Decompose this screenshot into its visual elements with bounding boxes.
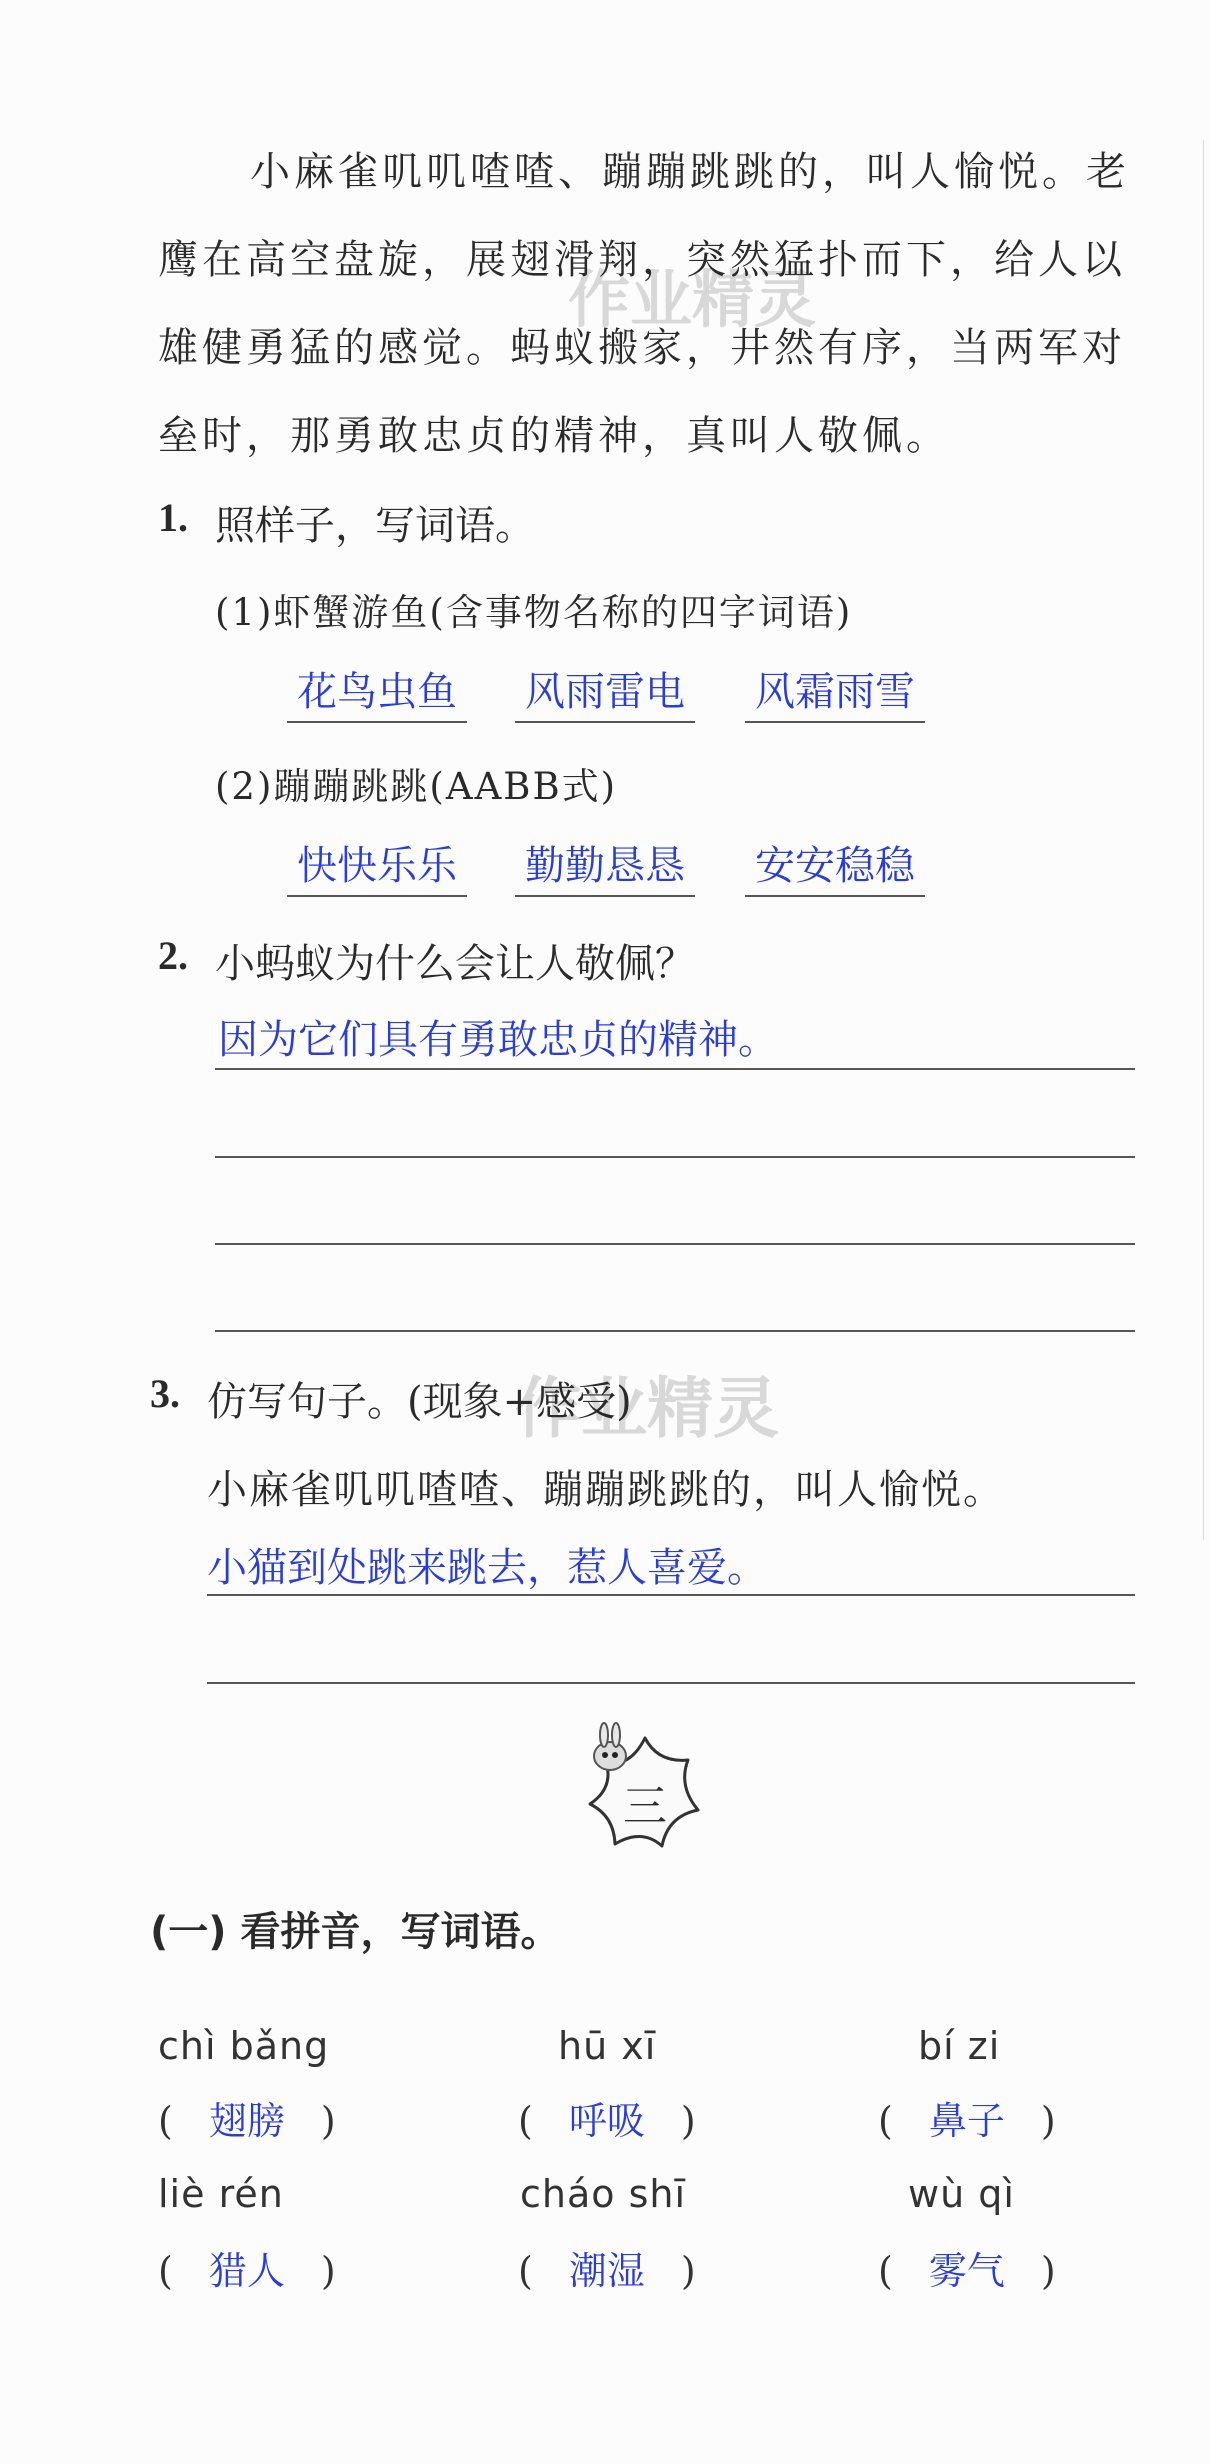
passage-line: 雄健勇猛的感觉。蚂蚁搬家，井然有序，当两军对 — [158, 325, 1126, 371]
question-text: 照样子，写词语。 — [215, 503, 535, 549]
sub-question-label: (1)虾蟹游鱼(含事物名称的四字词语) — [215, 591, 853, 634]
answer-text[interactable]: 猎人 — [208, 2249, 285, 2293]
answer-field[interactable]: 勤勤恳恳 — [515, 834, 695, 897]
answer-text[interactable]: 鼻子 — [928, 2099, 1005, 2143]
answer-text[interactable]: 潮湿 — [568, 2249, 645, 2293]
question-number: 2. — [158, 933, 188, 978]
answer-slot: ( 潮湿 ) — [518, 2249, 696, 2293]
answer-line[interactable] — [215, 1330, 1135, 1332]
answer-field[interactable]: 风霜雨雪 — [745, 660, 925, 723]
answer-slot: ( 呼吸 ) — [518, 2099, 696, 2143]
pinyin-label: liè rén — [158, 2172, 284, 2216]
question-number: 3. — [150, 1371, 180, 1416]
pinyin-label: bí zi — [918, 2024, 1001, 2068]
answer-slot: ( 翅膀 ) — [158, 2099, 336, 2143]
answer-text[interactable]: 因为它们具有勇敢忠贞的精神。 — [218, 1017, 778, 1063]
example-sentence: 小麻雀叽叽喳喳、蹦蹦跳跳的，叫人愉悦。 — [207, 1467, 1005, 1513]
answer-line[interactable] — [207, 1594, 1135, 1596]
page-edge — [1203, 140, 1210, 1540]
answer-text[interactable]: 小猫到处跳来跳去，惹人喜爱。 — [207, 1545, 767, 1591]
answer-line[interactable] — [207, 1682, 1135, 1684]
pinyin-label: cháo shī — [520, 2172, 687, 2216]
pinyin-label: hū xī — [558, 2024, 657, 2068]
question-text: 小蚂蚁为什么会让人敬佩？ — [215, 941, 695, 987]
answer-field[interactable]: 花鸟虫鱼 — [287, 660, 467, 723]
watermark: 作业精灵 — [515, 1370, 779, 1447]
sub-question-label: (2)蹦蹦跳跳(AABB式) — [215, 765, 618, 808]
answer-text[interactable]: 呼吸 — [568, 2099, 645, 2143]
passage-line: 小麻雀叽叽喳喳、蹦蹦跳跳的，叫人愉悦。老 — [250, 149, 1130, 195]
answer-line[interactable] — [215, 1068, 1135, 1070]
question-text: 仿写句子。(现象+感受) — [207, 1379, 632, 1425]
answer-text[interactable]: 翅膀 — [208, 2099, 285, 2143]
pinyin-label: wù qì — [908, 2172, 1015, 2216]
section-title: (一) 看拼音，写词语。 — [150, 1909, 561, 1955]
section-number: 三 — [623, 1781, 667, 1832]
answer-slot: ( 雾气 ) — [878, 2249, 1056, 2293]
pinyin-label: chì bǎng — [158, 2024, 330, 2068]
answer-line[interactable] — [215, 1156, 1135, 1158]
answer-field[interactable]: 快快乐乐 — [287, 834, 467, 897]
answer-line[interactable] — [215, 1243, 1135, 1245]
question-number: 1. — [158, 495, 188, 540]
answer-field[interactable]: 安安稳稳 — [745, 834, 925, 897]
answer-text[interactable]: 雾气 — [928, 2249, 1005, 2293]
answer-slot: ( 鼻子 ) — [878, 2099, 1056, 2143]
answer-field[interactable]: 风雨雷电 — [515, 660, 695, 723]
passage-line: 垒时，那勇敢忠贞的精神，真叫人敬佩。 — [158, 413, 950, 459]
passage-line: 鹰在高空盘旋，展翅滑翔，突然猛扑而下，给人以 — [158, 237, 1126, 283]
watermark: 作业精灵 — [568, 263, 817, 336]
section-badge — [570, 1718, 720, 1868]
answer-slot: ( 猎人 ) — [158, 2249, 336, 2293]
